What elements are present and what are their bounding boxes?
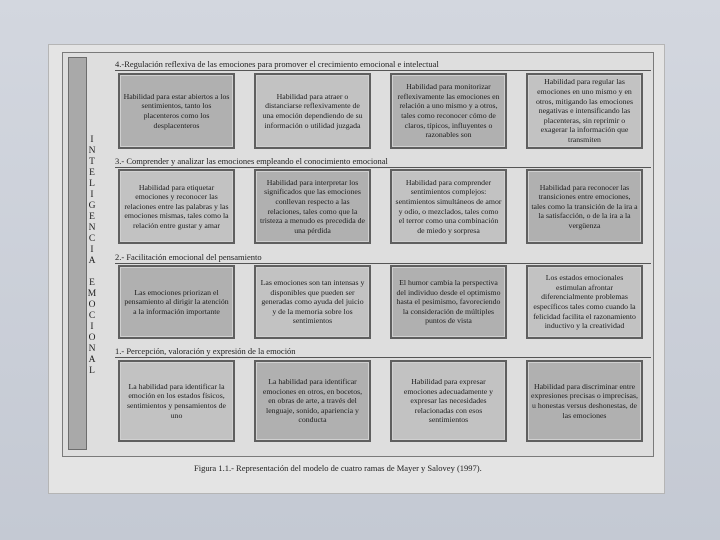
vertical-letter	[91, 267, 93, 278]
card-text: La habilidad para identificar la emoción en los estados físicos, sentimientos y pensamientos de uno	[127, 381, 226, 420]
branch-divider	[115, 70, 651, 71]
vertical-letter: A	[88, 256, 96, 266]
card-text: Habilidad para interpretar los significados que las emociones conllevan respecto a las relaciones, tales como que la tristeza a menudo es precedida de una pérdida	[260, 177, 365, 235]
vertical-letter: O	[88, 300, 96, 310]
vertical-letter: I	[90, 245, 94, 255]
branch-4-title: 4.-Regulación reflexiva de las emociones para promover el crecimiento emocional e intelectual	[115, 59, 439, 69]
card-text: Habilidad para monitorizar reflexivamente las emociones en relación a uno mismo y a otros, tales como reconocer cómo de claros, típicos, influyentes o razonables son	[397, 82, 500, 140]
branch-2-title: 2.- Facilitación emocional del pensamiento	[115, 252, 262, 262]
branch-3-card-3	[390, 169, 507, 244]
branch-4-card-2	[254, 73, 371, 149]
branch-4-card-4	[526, 73, 643, 149]
vertical-label-inteligencia-emocional	[85, 135, 99, 377]
vertical-letter: I	[90, 322, 94, 332]
branch-1-card-3	[390, 360, 507, 442]
branch-1-card-1	[118, 360, 235, 442]
vertical-letter: A	[88, 355, 96, 365]
vertical-letter: M	[87, 289, 97, 299]
branch-divider	[115, 167, 651, 168]
vertical-letter: O	[88, 333, 96, 343]
vertical-letter: L	[89, 366, 95, 376]
figure-caption: Figura 1.1.- Representación del modelo de cuatro ramas de Mayer y Salovey (1997).	[194, 463, 482, 473]
card-text: Las emociones son tan intensas y disponibles que pueden ser generadas como ayuda del juicio y de la memoria sobre los sentimientos	[260, 278, 365, 326]
branch-3-card-2	[254, 169, 371, 244]
card-text: El humor cambia la perspectiva del individuo desde el optimismo hasta el pesimismo, favoreciendo la consideración de múltiples puntos de vista	[396, 278, 501, 326]
card-text: La habilidad para identificar emociones en otros, en bocetos, en obras de arte, a través del lenguaje, sonido, apariencia y conducta	[262, 377, 363, 425]
branch-4-card-3	[390, 73, 507, 149]
vertical-letter: E	[89, 278, 95, 288]
vertical-letter: T	[89, 157, 95, 167]
vertical-letter: I	[90, 190, 94, 200]
branch-3-title: 3.- Comprender y analizar las emociones empleando el conocimiento emocional	[115, 156, 388, 166]
vertical-letter: N	[88, 146, 96, 156]
vertical-letter: N	[88, 223, 96, 233]
branch-1-card-2	[254, 360, 371, 442]
card-text: Habilidad para comprender sentimientos complejos: sentimientos simultáneos de amor y odio, o mezclados, tales como el terror como una combinación de miedo y sorpresa	[395, 177, 502, 235]
branch-2-card-4	[526, 265, 643, 339]
card-text: Los estados emocionales estimulan afrontar diferencialmente problemas específicos tales como cuando la felicidad facilita el razonamiento inductivo y la creatividad	[533, 273, 636, 331]
vertical-letter: I	[90, 135, 94, 145]
card-text: Habilidad para atraer o distanciarse reflexivamente de una emoción dependiendo de su información o utilidad juzgada	[262, 91, 363, 130]
vertical-letter: C	[88, 234, 96, 244]
card-text: Las emociones priorizan el pensamiento al dirigir la atención a la información importante	[124, 287, 229, 316]
card-text: Habilidad para discriminar entre expresiones precisas o imprecisas, u honestas versus deshonestas, de las emociones	[531, 381, 638, 420]
card-text: Habilidad para etiquetar emociones y reconocer las relaciones entre las palabras y las emociones mismas, tales como la relación entre gustar y amar	[124, 182, 229, 230]
vertical-letter: E	[89, 212, 95, 222]
branch-divider	[115, 357, 651, 358]
vertical-letter: C	[88, 311, 96, 321]
branch-2-card-1	[118, 265, 235, 339]
vertical-letter: E	[89, 168, 95, 178]
branch-1-title: 1.- Percepción, valoración y expresión de la emoción	[115, 346, 296, 356]
branch-3-card-4	[526, 169, 643, 244]
branch-4-card-1	[118, 73, 235, 149]
card-text: Habilidad para expresar emociones adecuadamente y expresar las necesidades relacionadas con esos sentimientos	[403, 377, 494, 425]
figure-frame	[62, 52, 654, 457]
branch-3-card-1	[118, 169, 235, 244]
scanned-figure	[48, 44, 665, 494]
card-text: Habilidad para regular las emociones en uno mismo y en otros, mitigando las emociones negativas e intensificando las placenteras, sin reprimir o exagerar la información que transmiten	[535, 77, 633, 144]
card-text: Habilidad para reconocer las transiciones entre emociones, tales como la transición de la ira a la satisfacción, o de la ira a la vergüenza	[531, 182, 638, 230]
vertical-letter: N	[88, 344, 96, 354]
branch-1-card-4	[526, 360, 643, 442]
branch-2-card-3	[390, 265, 507, 339]
branch-2-card-2	[254, 265, 371, 339]
vertical-letter: L	[89, 179, 95, 189]
vertical-letter: G	[88, 201, 96, 211]
card-text: Habilidad para estar abiertos a los sentimientos, tanto los placenteros como los desplacenteros	[123, 91, 230, 130]
branch-divider	[115, 263, 651, 264]
